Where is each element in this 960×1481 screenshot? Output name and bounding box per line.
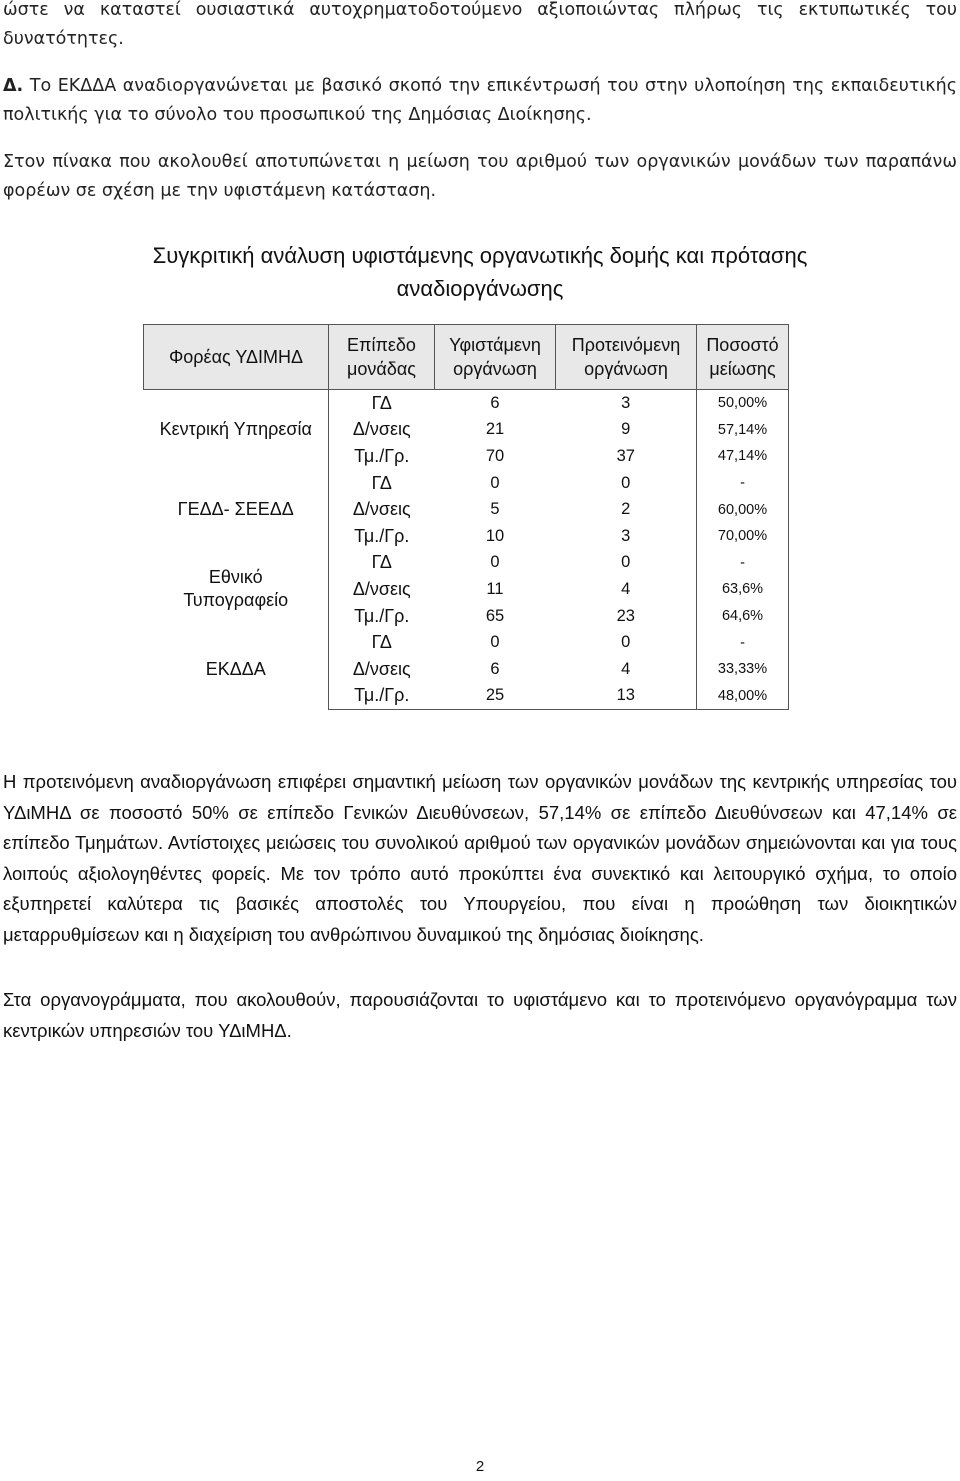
existing-cell: 6: [490, 393, 500, 412]
proposed-cell: 2: [621, 500, 631, 519]
section-d-paragraph: [3, 72, 957, 130]
header-reduction: Ποσοστό μείωσης: [697, 325, 789, 390]
level-cell: ΓΔ: [329, 470, 435, 497]
reduction-cell: 47,14%: [697, 443, 789, 470]
body-cell-ekdda: ΕΚΔΔΑ: [205, 658, 266, 679]
proposed-cell: 3: [621, 393, 631, 412]
comparison-table: [143, 324, 789, 710]
header-proposed: Προτεινόμενη οργάνωση: [556, 325, 697, 390]
table-row: [144, 629, 789, 656]
section-d-label: Δ.: [3, 76, 24, 96]
level-cell: Δ/νσεις: [329, 496, 435, 523]
reduction-cell: -: [697, 470, 789, 497]
level-cell: Δ/νσεις: [329, 656, 435, 683]
existing-cell: 0: [490, 473, 500, 492]
existing-cell: 25: [435, 683, 556, 710]
body-cell-central: Κεντρική Υπηρεσία: [159, 419, 312, 440]
existing-cell: 0: [490, 553, 500, 572]
existing-cell: 21: [485, 420, 505, 439]
table-row: [144, 550, 789, 577]
reduction-cell: 57,14%: [697, 417, 789, 444]
existing-cell: 5: [490, 500, 500, 519]
reduction-cell: 48,00%: [697, 683, 789, 710]
orgcharts-paragraph: Στα οργανογράμματα, που ακολουθούν, παρουσιάζονται το υφιστάμενο και το προτεινόμενο οργανόγραμμα των κεντρικών υπηρεσιών του ΥΔιΜΗΔ.: [3, 989, 957, 1041]
header-level: Επίπεδο μονάδας: [329, 325, 435, 390]
level-cell: ΓΔ: [329, 390, 435, 417]
level-cell: ΓΔ: [329, 629, 435, 656]
level-cell: Τμ./Γρ.: [329, 683, 435, 710]
proposed-cell: 0: [621, 553, 631, 572]
proposed-cell: 3: [621, 526, 631, 545]
reduction-cell: 33,33%: [697, 656, 789, 683]
reduction-cell: 70,00%: [697, 523, 789, 550]
table-header-row: [144, 325, 789, 390]
level-cell: Δ/νσεις: [329, 576, 435, 603]
table-row: [144, 390, 789, 417]
reduction-cell: 60,00%: [697, 496, 789, 523]
reduction-cell: -: [697, 629, 789, 656]
existing-cell: 70: [485, 446, 505, 465]
table-intro-paragraph: Στον πίνακα που ακολουθεί αποτυπώνεται η μείωση του αριθμού των οργανικών μονάδων των παραπάνω φορέων σε σχέση με την υφιστάμενη κατάσταση.: [3, 152, 957, 201]
proposed-cell: 4: [621, 659, 631, 678]
level-cell: Τμ./Γρ.: [329, 443, 435, 470]
proposed-cell: 4: [621, 579, 631, 598]
header-existing: Υφιστάμενη οργάνωση: [435, 325, 556, 390]
page-number: 2: [475, 1458, 485, 1475]
existing-cell: 65: [485, 606, 505, 625]
proposed-cell: 37: [616, 446, 635, 465]
section-d-text: Το ΕΚΔΔΑ αναδιοργανώνεται με βασικό σκοπό την επικέντρωσή του στην υλοποίηση της εκπαιδευτικής πολιτικής για το σύνολο του προσωπικού της Δημόσιας Διοίκησης.: [3, 76, 957, 125]
proposed-cell: 23: [616, 606, 635, 625]
proposed-cell: 0: [621, 473, 631, 492]
reduction-cell: 64,6%: [697, 603, 789, 630]
reduction-cell: 63,6%: [697, 576, 789, 603]
level-cell: Δ/νσεις: [329, 417, 435, 444]
summary-paragraph: Η προτεινόμενη αναδιοργάνωση επιφέρει σημαντική μείωση των οργανικών μονάδων της κεντρικής υπηρεσίας του ΥΔιΜΗΔ σε ποσοστό 50% σε επίπεδο Γενικών Διευθύνσεων, 57,14% σε επίπεδο Διευθύνσεων και 47,14% σε επίπεδο Τμημάτων. Αντίστοιχες μειώσεις του συνολικού αριθμού των οργανικών μονάδων σημειώνονται και για τους λοιπούς αξιολογηθέντες φορείς. Με τον τρόπο αυτό προκύπτει ένα συνεκτικό και λειτουργικό σχήμα, το οποίο εξυπηρετεί καλύτερα τις βασικές αποστολές του Υπουργείου, που είναι η προώθηση των διοικητικών μεταρρυθμίσεων και η διαχείριση του ανθρώπινου δυναμικού της δημόσιας διοίκησης.: [3, 771, 957, 945]
existing-cell: 0: [490, 633, 500, 652]
proposed-cell: 0: [621, 633, 631, 652]
level-cell: Τμ./Γρ.: [329, 603, 435, 630]
level-cell: Τμ./Γρ.: [329, 523, 435, 550]
body-cell-national-printing: Εθνικό Τυπογραφείο: [183, 567, 289, 611]
header-body: Φορέας ΥΔΙΜΗΔ: [144, 325, 329, 390]
body-cell-gedd: ΓΕΔΔ- ΣΕΕΔΔ: [177, 499, 294, 520]
existing-cell: 6: [490, 659, 500, 678]
reduction-cell: 50,00%: [697, 390, 789, 417]
level-cell: ΓΔ: [329, 550, 435, 577]
intro-tail-paragraph: ώστε να καταστεί ουσιαστικά αυτοχρηματοδοτούμενο αξιοποιώντας πλήρως τις εκτυπωτικές του δυνατότητες.: [3, 0, 957, 49]
table-row: [144, 470, 789, 497]
proposed-cell: 13: [556, 683, 697, 710]
existing-cell: 11: [486, 579, 504, 598]
table-title: Συγκριτική ανάλυση υφιστάμενης οργανωτικής δομής και πρότασης αναδιοργάνωσης: [152, 243, 808, 301]
proposed-cell: 9: [621, 420, 631, 439]
existing-cell: 10: [485, 526, 505, 545]
reduction-cell: -: [697, 550, 789, 577]
